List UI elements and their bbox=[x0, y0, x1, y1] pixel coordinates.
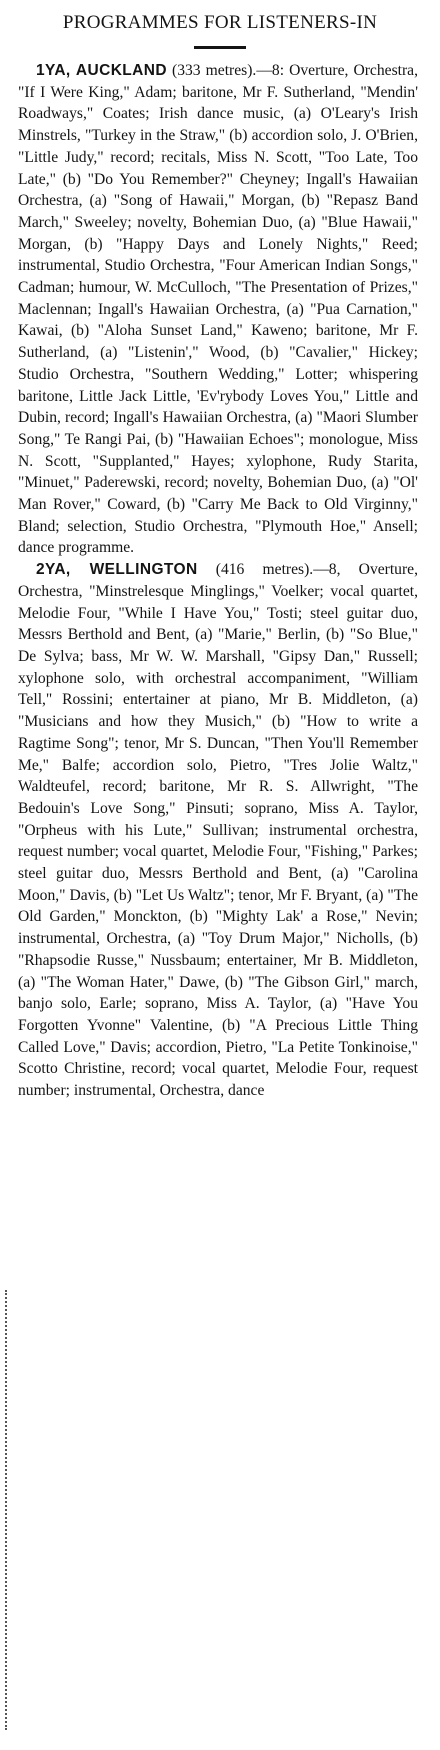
station-name: 1YA, AUCKLAND bbox=[36, 62, 167, 79]
station-listing-2ya bbox=[18, 559, 418, 1102]
title-rule bbox=[194, 46, 246, 49]
station-programme: (416 metres).—8, Overture, Orchestra, "Minstrelesque Minglings," Voelker; vocal quartet, Melodie Four, "While I Have You," Tosti; steel guitar duo, Messrs Berthold and Bent, (a) "Marie," Berlin, (b) "So Blue," De Sylva; bass, Mr W. W. Marshall, "Gipsy Dan," Russell; xylophone solo, with orchestral accompaniment, "William Tell," Rossini; entertainer at piano, Mr B. Middleton, (a) "Musicians and how they Musich," (b) "How to write a Ragtime Song"; tenor, Mr S. Duncan, "Then You'll Remember Me," Balfe; accordion solo, Pietro, "Tres Jolie Waltz," Waldteufel, record; baritone, Mr R. S. Allwright, "The Bedouin's Love Song," Pinsuti; soprano, Miss A. Taylor, "Orpheus with his Lute," Sullivan; instrumental orchestra, request number; vocal quartet, Melodie Four, "Fishing," Parkes; steel guitar duo, Messrs Berthold and Bent, (a) "Carolina Moon," Davis, (b) "Let Us Waltz"; tenor, Mr F. Bryant, (a) "The Old Garden," Monckton, (b) "Mighty Lak' a Rose," Nevin; instrumental, Orchestra, (a) "Toy Drum Major," Nicholls, (b) "Rhapsodie Russe," Nussbaum; entertainer, Mr B. Middleton, (a) "The Woman Hater," Dawe, (b) "The Gibson Girl," march, banjo solo, Earle; soprano, Miss A. Taylor, (a) "Have You Forgotten Yvonne" Valentine, (b) "A Precious Little Thing Called Love," Davis; accordion, Pietro, "La Petite Tonkinoise," Scotto Christine, record; vocal quartet, Melodie Four, request number; instrumental, Orchestra, dance bbox=[18, 561, 418, 1100]
programme-listings bbox=[18, 60, 418, 1102]
station-name: 2YA, WELLINGTON bbox=[36, 561, 198, 579]
page-title: PROGRAMMES FOR LISTENERS-IN bbox=[62, 12, 378, 33]
station-listing-1ya bbox=[18, 60, 418, 559]
station-programme: (333 metres).—8: Overture, Orchestra, "If I Were King," Adam; baritone, Mr F. Sutherland, "Mendin' Roadways," Coates; Irish dance music, (a) O'Leary's Irish Minstrels, "Turkey in the Straw," (b) accordion solo, J. O'Brien, "Little Judy," record; recitals, Miss N. Scott, "Too Late, Too Late," (b) "Do You Remember?" Cheyney; Ingall's Hawaiian Orchestra, (a) "Song of Hawaii," Morgan, (b) "Repasz Band March," Sweeley; novelty, Bohemian Duo, (a) "Blue Hawaii," Morgan, (b) "Happy Days and Lonely Nights," Reed; instrumental, Studio Orchestra, "Four American Indian Songs," Cadman; humour, W. McCulloch, "The Presentation of Prizes," Maclennan; Ingall's Hawaiian Orchestra, (a) "Pua Carnation," Kawai, (b) "Aloha Sunset Land," Kaweno; baritone, Mr F. Sutherland, (a) "Listenin'," Wood, (b) "Cavalier," Hickey; Studio Orchestra, "Southern Wedding," Lotter; whispering baritone, Little Jack Little, 'Ev'rybody Loves You," Little and Dubin, record; Ingall's Hawaiian Orchestra, (a) "Maori Slumber Song," Te Rangi Pai, (b) "Hawaiian Echoes"; monologue, Miss N. Scott, "Supplanted," Hayes; xylophone, Rudy Starita, "Minuet," Paderewski, record; novelty, Bohemian Duo, (a) "Ol' Man Rover," Coward, (b) "Carry Me Back to Old Virginny," Bland; selection, Studio Orchestra, "Plymouth Hoe," Ansell; dance programme. bbox=[18, 62, 418, 557]
column-edge-border bbox=[5, 1290, 9, 1730]
